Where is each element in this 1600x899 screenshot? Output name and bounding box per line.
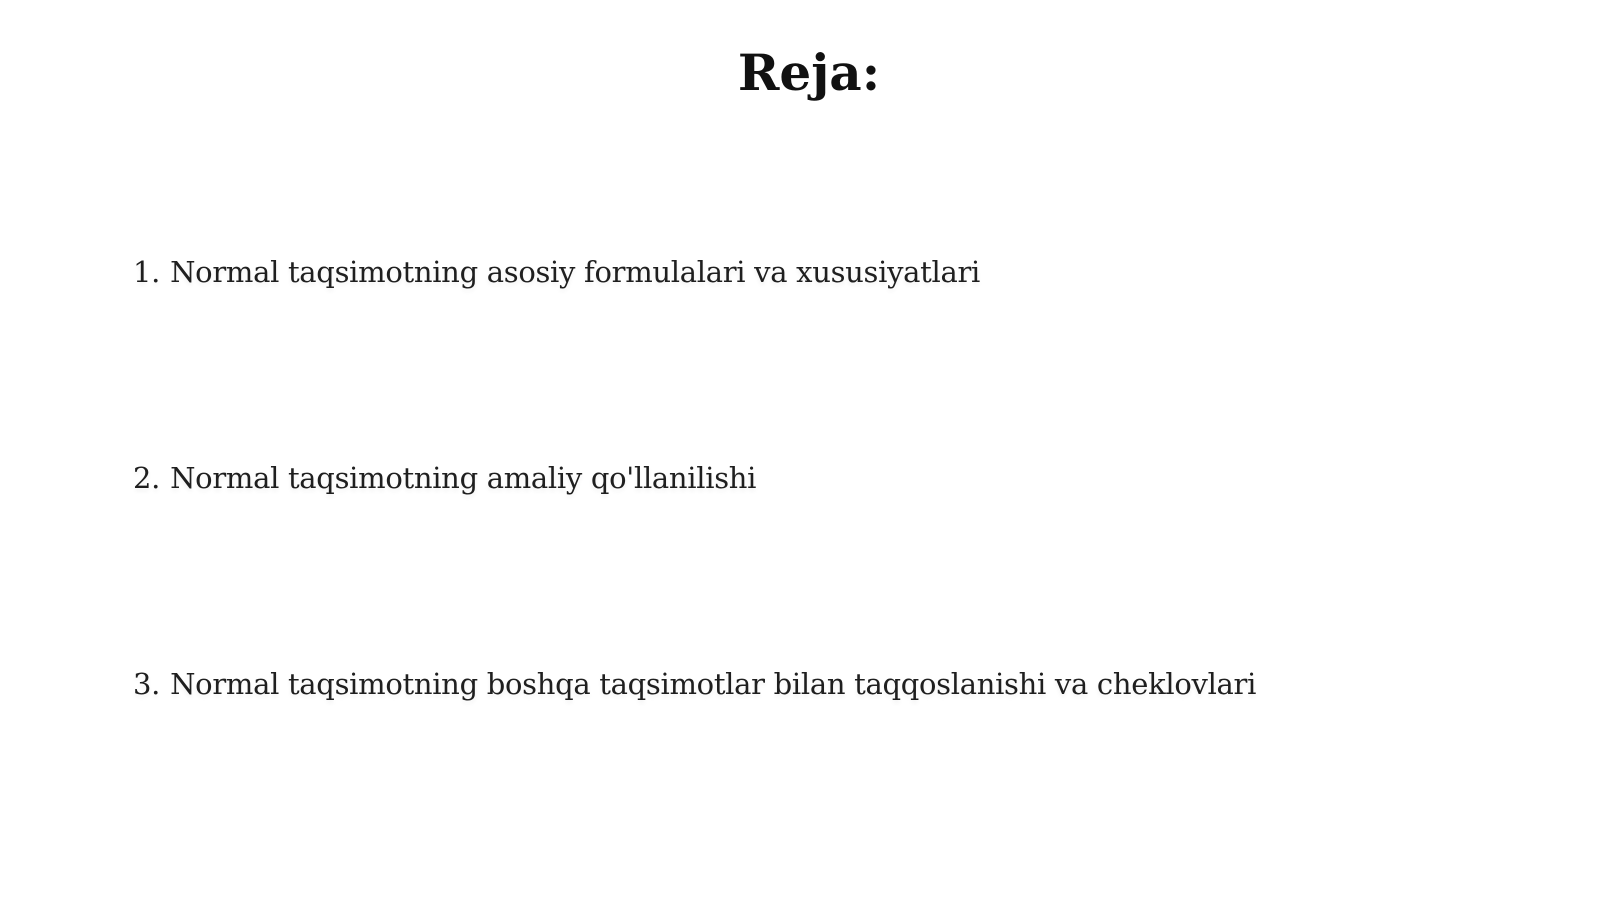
plan-item-2 bbox=[133, 458, 1533, 498]
plan-item-text: Normal taqsimotning amaliy qo'llanilishi bbox=[170, 461, 757, 495]
slide-title: Reja: bbox=[737, 43, 881, 102]
plan-item-number: 1. bbox=[133, 255, 161, 289]
plan-item-1 bbox=[133, 252, 1533, 292]
plan-item-number: 2. bbox=[133, 461, 161, 495]
plan-item-text: Normal taqsimotning asosiy formulalari va xususiyatlari bbox=[170, 255, 981, 289]
plan-item-3 bbox=[133, 664, 1533, 704]
plan-item-text: Normal taqsimotning boshqa taqsimotlar bilan taqqoslanishi va cheklovlari bbox=[170, 667, 1257, 701]
plan-item-number: 3. bbox=[133, 667, 161, 701]
